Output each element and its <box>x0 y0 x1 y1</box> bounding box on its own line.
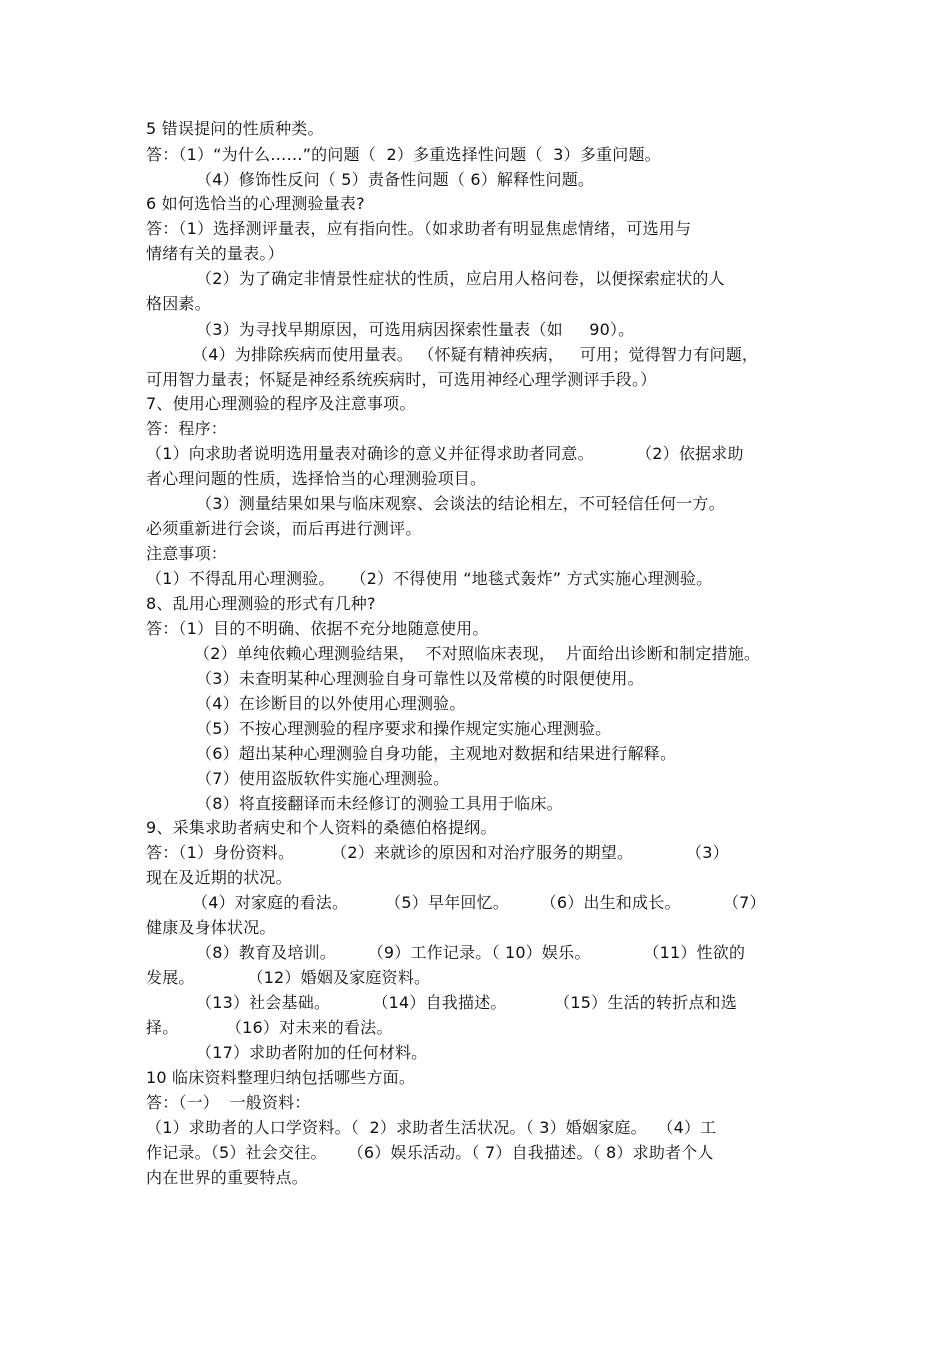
answer-line: 现在及近期的状况。 <box>146 868 292 887</box>
answer-line: （1）向求助者说明选用量表对确诊的意义并征得求助者同意。 （2）依据求助 <box>146 444 744 463</box>
answer-line: （3）为寻找早期原因，可选用病因探索性量表（如 90）。 <box>196 320 635 339</box>
answer-line: 发展。 （12）婚姻及家庭资料。 <box>146 968 431 987</box>
answer-line: 健康及身体状况。 <box>146 918 276 937</box>
heading-q7: 7、使用心理测验的程序及注意事项。 <box>146 394 416 413</box>
heading-q9: 9、采集求助者病史和个人资料的桑德伯格提纲。 <box>146 818 497 837</box>
answer-line: （1）求助者的人口学资料。（ 2）求助者生活状况。（ 3）婚姻家庭。 （4）工 <box>146 1118 717 1137</box>
answer-line: 必须重新进行会谈，而后再进行测评。 <box>146 519 422 538</box>
answer-line: （7）使用盗版软件实施心理测验。 <box>196 769 450 788</box>
answer-line: （5）不按心理测验的程序要求和操作规定实施心理测验。 <box>196 719 612 738</box>
answer-line: （4）为排除疾病而使用量表。 （怀疑有精神疾病， 可用；觉得智力有问题， <box>192 345 759 364</box>
answer-line: 答：（1）“为什么……”的问题（ 2）多重选择性问题（ 3）多重问题。 <box>146 145 661 164</box>
answer-line: （4）在诊断目的以外使用心理测验。 <box>196 694 466 713</box>
answer-line: 格因素。 <box>146 294 211 313</box>
heading-q8: 8、乱用心理测验的形式有几种? <box>146 594 376 613</box>
answer-line: （8）教育及培训。 （9）工作记录。（ 10）娱乐。 （11）性欲的 <box>196 943 746 962</box>
answer-line: （4）对家庭的看法。 （5）早年回忆。 （6）出生和成长。 （7） <box>192 893 766 912</box>
answer-line: 答：（一） 一般资料： <box>146 1093 311 1112</box>
answer-line: 者心理问题的性质，选择恰当的心理测验项目。 <box>146 469 487 488</box>
answer-line: （17）求助者附加的任何材料。 <box>196 1043 428 1062</box>
answer-line: （2）为了确定非情景性症状的性质，应启用人格问卷，以便探索症状的人 <box>196 269 725 288</box>
answer-line: 可用智力量表；怀疑是神经系统疾病时，可选用神经心理学测评手段。） <box>146 370 657 389</box>
answer-line: （1）不得乱用心理测验。 （2）不得使用 “地毯式轰炸” 方式实施心理测验。 <box>146 569 713 588</box>
answer-line: 注意事项： <box>146 544 228 563</box>
answer-line: （8）将直接翻译而未经修订的测验工具用于临床。 <box>196 794 563 813</box>
answer-line: 答：（1）身份资料。 （2）来就诊的原因和对治疗服务的期望。 （3） <box>146 843 729 862</box>
answer-line: 内在世界的重要特点。 <box>146 1168 309 1187</box>
answer-line: （3）未查明某种心理测验自身可靠性以及常模的时限便使用。 <box>196 669 644 688</box>
heading-q6: 6 如何选恰当的心理测验量表? <box>146 194 365 213</box>
heading-q5: 5 错误提问的性质种类。 <box>146 119 324 138</box>
answer-line: （13）社会基础。 （14）自我描述。 （15）生活的转折点和选 <box>196 993 737 1012</box>
heading-q10: 10 临床资料整理归纳包括哪些方面。 <box>146 1068 416 1087</box>
answer-line: （3）测量结果如果与临床观察、会谈法的结论相左，不可轻信任何一方。 <box>196 494 725 513</box>
answer-line: （6）超出某种心理测验自身功能，主观地对数据和结果进行解释。 <box>196 744 677 763</box>
answer-line: （2）单纯依赖心理测验结果， 不对照临床表现， 片面给出诊断和制定措施。 <box>194 644 761 663</box>
answer-line: 答：（1）目的不明确、依据不充分地随意使用。 <box>146 619 489 638</box>
answer-line: 答：程序： <box>146 419 228 438</box>
answer-line: （4）修饰性反问（ 5）责备性问题（ 6）解释性问题。 <box>196 170 595 189</box>
answer-line: 择。 （16）对未来的看法。 <box>146 1018 393 1037</box>
answer-line: 情绪有关的量表。） <box>146 244 284 263</box>
answer-line: 作记录。（5）社会交往。 （6）娱乐活动。（ 7）自我描述。（ 8）求助者个人 <box>146 1143 714 1162</box>
answer-line: 答：（1）选择测评量表，应有指向性。（如求助者有明显焦虑情绪，可选用与 <box>146 219 692 238</box>
